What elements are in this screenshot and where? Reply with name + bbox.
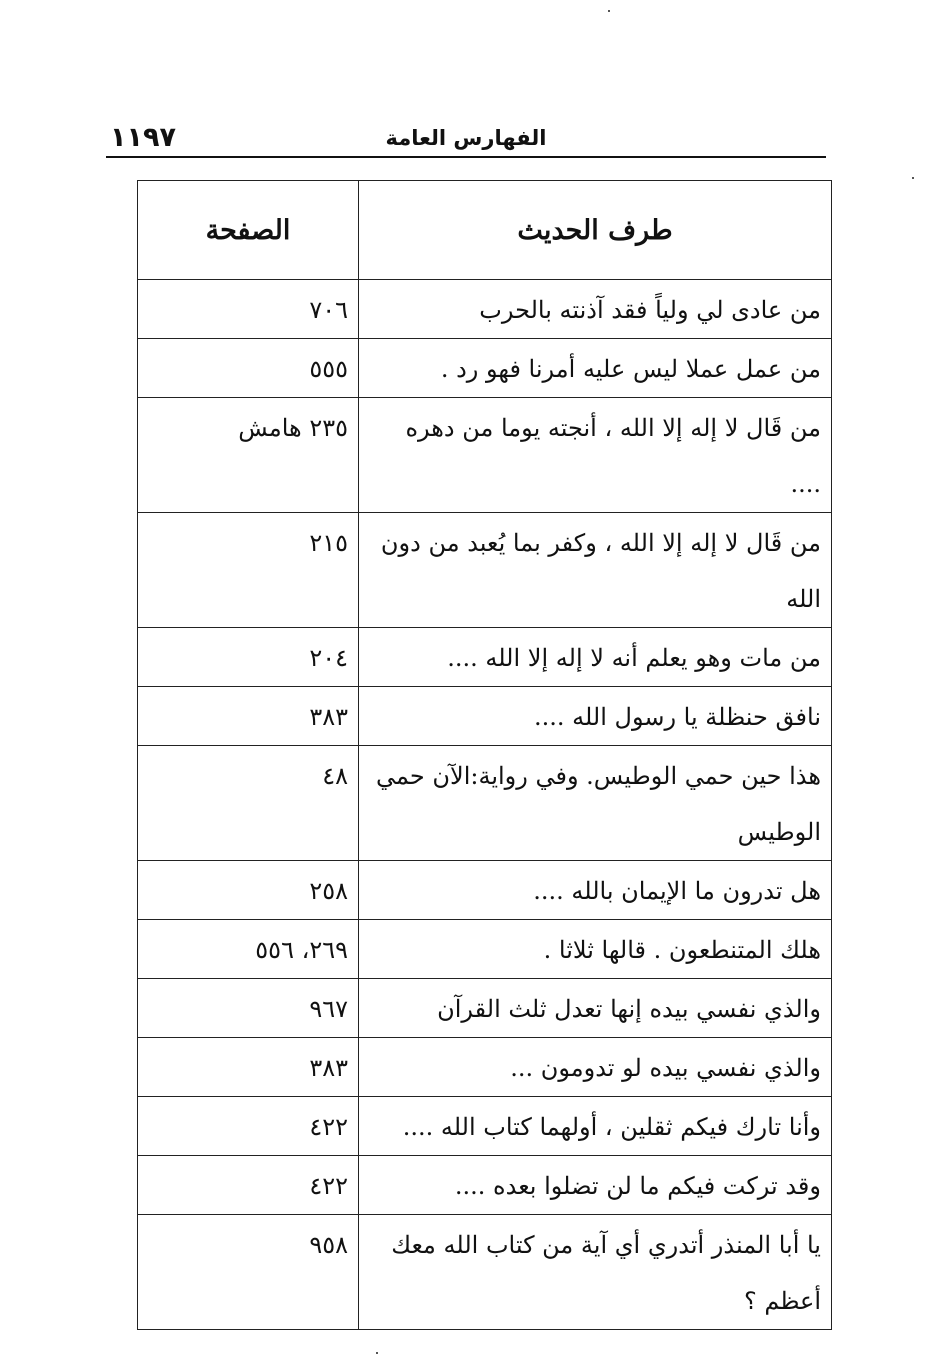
page-cell: ٢٣٥ هامش xyxy=(138,398,359,513)
hadith-cell: من عادى لي ولياً فقد آذنته بالحرب xyxy=(359,280,832,339)
table-row xyxy=(138,687,832,746)
page-cell: ٤٢٢ xyxy=(138,1156,359,1215)
hadith-cell: من قَال لا إله إلا الله ، أنجته يوما من دهره .... xyxy=(359,398,832,513)
table-row xyxy=(138,1156,832,1215)
hadith-cell: والذي نفسي بيده إنها تعدل ثلث القرآن xyxy=(359,979,832,1038)
page-header xyxy=(106,118,826,158)
hadith-cell: يا أبا المنذر أتدري أي آية من كتاب الله معك أعظم ؟ xyxy=(359,1215,832,1330)
table-row xyxy=(138,628,832,687)
table-row xyxy=(138,1097,832,1156)
table-row xyxy=(138,746,832,861)
page-cell: ٣٨٣ xyxy=(138,687,359,746)
table-row xyxy=(138,1038,832,1097)
page-cell: ٩٦٧ xyxy=(138,979,359,1038)
hadith-cell: من عمل عملا ليس عليه أمرنا فهو رد . xyxy=(359,339,832,398)
hadith-index-table xyxy=(137,180,832,1330)
table-row xyxy=(138,861,832,920)
table-row xyxy=(138,280,832,339)
hadith-cell: من مات وهو يعلم أنه لا إله إلا الله .... xyxy=(359,628,832,687)
scan-speck xyxy=(912,177,914,179)
hadith-cell: من قَال لا إله إلا الله ، وكفر بما يُعبد من دون الله xyxy=(359,513,832,628)
hadith-cell: هلك المتنطعون . قالها ثلاثا . xyxy=(359,920,832,979)
page-cell: ٣٨٣ xyxy=(138,1038,359,1097)
hadith-cell: وأنا تارك فيكم ثقلين ، أولهما كتاب الله .... xyxy=(359,1097,832,1156)
page-cell: ٢٥٨ xyxy=(138,861,359,920)
page-cell: ٧٠٦ xyxy=(138,280,359,339)
page-cell: ٤٨ xyxy=(138,746,359,861)
running-title: الفهارس العامة xyxy=(385,126,547,150)
page-cell: ٢١٥ xyxy=(138,513,359,628)
table-row xyxy=(138,513,832,628)
hadith-cell: هل تدرون ما الإيمان بالله .... xyxy=(359,861,832,920)
hadith-cell: نافق حنظلة يا رسول الله .... xyxy=(359,687,832,746)
table-row xyxy=(138,339,832,398)
page-cell: ٩٥٨ xyxy=(138,1215,359,1330)
column-header-page: الصفحة xyxy=(138,181,359,280)
table-row xyxy=(138,398,832,513)
table-row xyxy=(138,920,832,979)
page-cell: ٥٥٥ xyxy=(138,339,359,398)
table-row xyxy=(138,1215,832,1330)
table-header-row xyxy=(138,181,832,280)
hadith-cell: هذا حين حمي الوطيس. وفي رواية:الآن حمي الوطيس xyxy=(359,746,832,861)
hadith-cell: وقد تركت فيكم ما لن تضلوا بعده .... xyxy=(359,1156,832,1215)
hadith-cell: والذي نفسي بيده لو تدومون ... xyxy=(359,1038,832,1097)
page-number: ١١٩٧ xyxy=(110,122,176,153)
column-header-hadith: طرف الحديث xyxy=(359,181,832,280)
page-cell: ٤٢٢ xyxy=(138,1097,359,1156)
table-row xyxy=(138,979,832,1038)
scan-speck xyxy=(376,1352,378,1354)
scan-speck xyxy=(608,10,610,12)
page-cell: ٢٦٩، ٥٥٦ xyxy=(138,920,359,979)
page-cell: ٢٠٤ xyxy=(138,628,359,687)
